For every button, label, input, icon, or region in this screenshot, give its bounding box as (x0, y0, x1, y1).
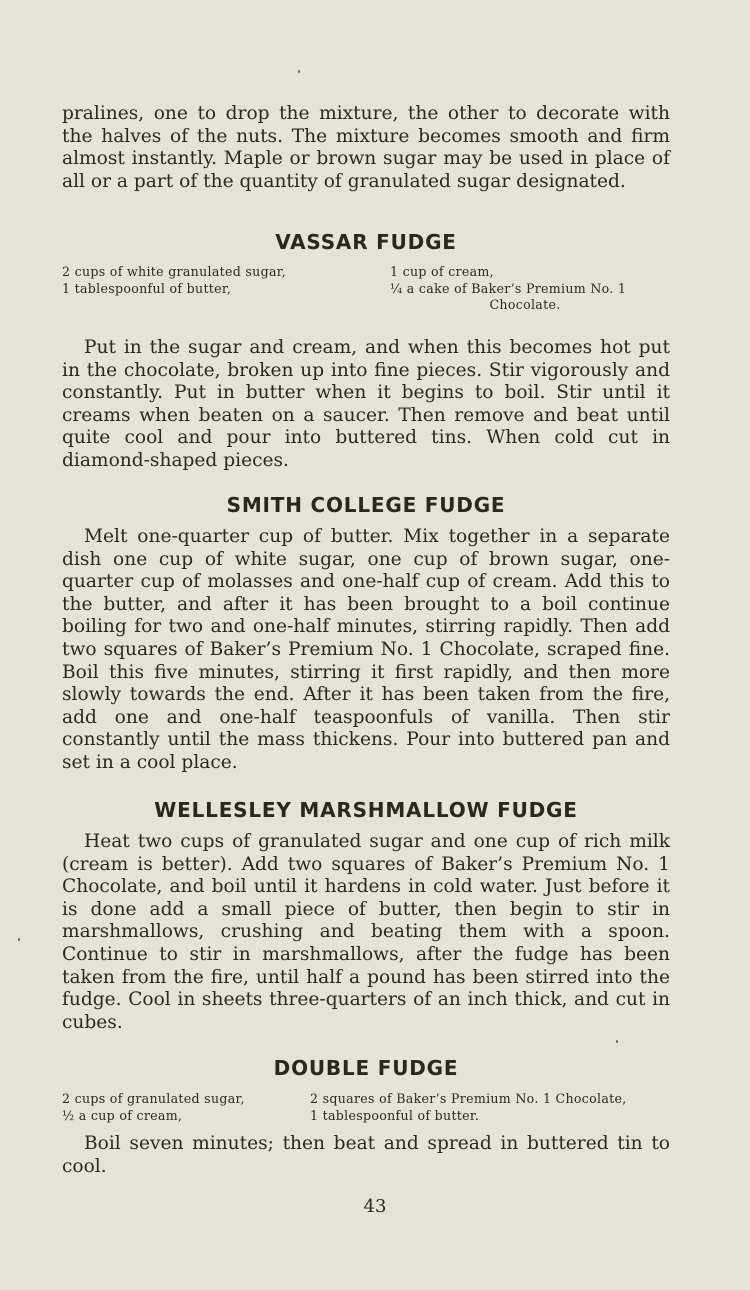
double-fudge-heading: DOUBLE FUDGE (273, 1056, 459, 1080)
ingredient-item: 1 tablespoonful of butter, (62, 280, 232, 296)
smith-college-fudge-heading: SMITH COLLEGE FUDGE (226, 493, 506, 517)
wellesley-method-paragraph: Heat two cups of granulated sugar and one cup of rich milk (cream is better). Add two squares of Baker’s Premium No. 1 Chocolate, and boil until it hardens in cold water. Just before it is done add a small piece of butter, then begin to stir in marshmallows, crushing and beating them with a spoon. Continue to stir in marshmallows, after the fudge has been taken from the fire, until half a pound has been stirred into the fudge. Cool in sheets three-quarters of an inch thick, and cut in cubes. (62, 831, 670, 1033)
smith-method-paragraph: Melt one-quarter cup of butter. Mix together in a separate dish one cup of white sugar, one cup of brown sugar, one-quarter cup of molasses and one-half cup of cream. Add this to the butter, and after it has been brought to a boil continue boiling for two and one-half minutes, stirring rapidly. Then add two squares of Baker’s Premium No. 1 Chocolate, scraped fine. Boil this five minutes, stirring it first rapidly, and then more slowly towards the end. After it has been taken from the fire, add one and one-half teaspoonfuls of vanilla. Then stir constantly until the mass thickens. Pour into buttered pan and set in a cool place. (62, 526, 670, 773)
ink-speck (18, 938, 20, 941)
ingredient-item: Chocolate. (489, 297, 561, 312)
page-number: 43 (363, 1196, 387, 1217)
vassar-method-paragraph: Put in the sugar and cream, and when this becomes hot put in the chocolate, broken up into fine pieces. Stir vigorously and constantly. Put in butter when it begins to boil. Stir until it creams when beaten on a saucer. Then remove and beat until quite cool and pour into buttered tins. When cold cut in diamond-shaped pieces. (62, 337, 670, 471)
wellesley-marshmallow-fudge-heading: WELLESLEY MARSHMALLOW FUDGE (154, 798, 578, 822)
ingredient-item: 1 cup of cream, (390, 264, 494, 279)
ink-speck (616, 1040, 618, 1043)
ink-speck (298, 70, 300, 73)
ingredient-item: ½ a cup of cream, (62, 1107, 183, 1123)
ingredient-item: 2 cups of white granulated sugar, (62, 264, 286, 279)
ingredient-item: ¼ a cake of Baker’s Premium No. 1 (390, 280, 627, 296)
intro-paragraph: pralines, one to drop the mixture, the other to decorate with the halves of the nuts. The mixture becomes smooth and firm almost instantly. Maple or brown sugar may be used in place of all or a part of the quantity of granulated sugar designated. (62, 103, 670, 192)
vassar-fudge-heading: VASSAR FUDGE (275, 230, 457, 254)
ingredient-item: 2 cups of granulated sugar, (62, 1091, 245, 1106)
vassar-ingredients (62, 264, 670, 314)
double-method-paragraph: Boil seven minutes; then beat and spread in buttered tin to cool. (62, 1133, 670, 1177)
double-ingredients (62, 1091, 670, 1124)
ingredient-item: 1 tablespoonful of butter. (310, 1107, 480, 1123)
ingredient-item: 2 squares of Baker’s Premium No. 1 Chocolate, (310, 1091, 627, 1106)
